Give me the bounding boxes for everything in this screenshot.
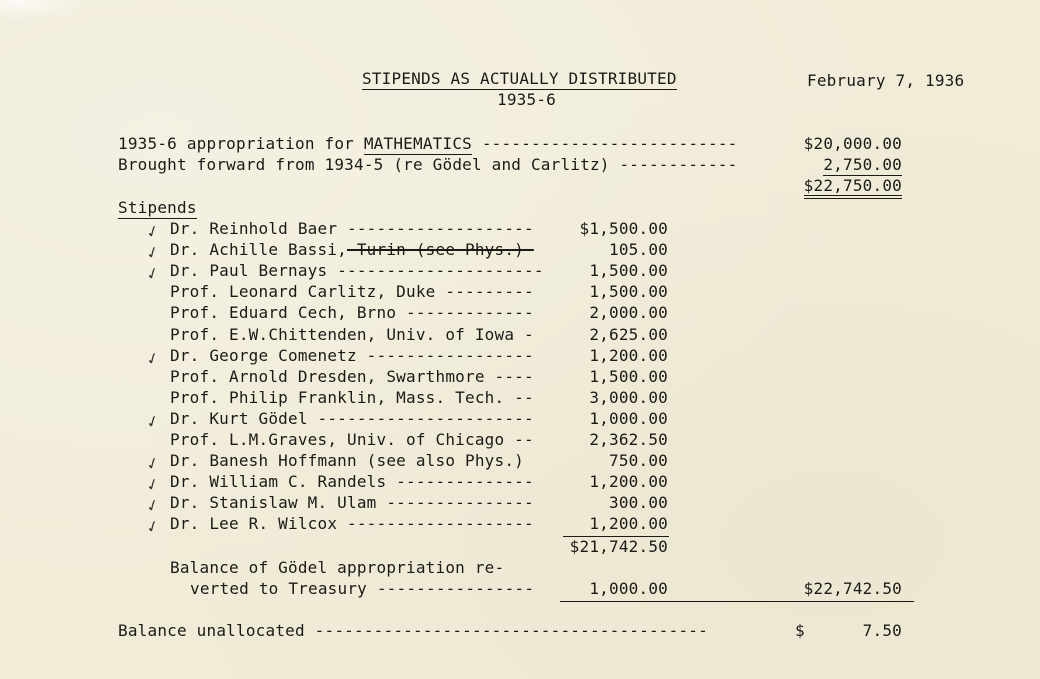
paper-wear xyxy=(0,0,90,22)
stipend-amount: 1,000.00 xyxy=(589,409,668,428)
stipend-recipient xyxy=(170,326,534,344)
check-mark-icon: ✓ xyxy=(143,262,163,285)
stipend-amount: 105.00 xyxy=(609,240,668,259)
stipend-recipient xyxy=(170,494,534,512)
appropriation-amount: $20,000.00 xyxy=(803,134,902,153)
appropriation-subject: MATHEMATICS xyxy=(363,134,472,153)
brought-forward-line: Brought forward from 1934-5 (re Gödel and Carlitz) ------------ xyxy=(118,155,738,174)
stipend-amount: 3,000.00 xyxy=(589,388,668,407)
stipend-amount: 2,000.00 xyxy=(589,303,668,322)
stipend-recipient xyxy=(170,389,534,407)
stipend-amount: $1,500.00 xyxy=(579,219,668,238)
recipient-name: Prof. Arnold Dresden, Swarthmore ---- xyxy=(170,367,534,386)
stipend-amount: 300.00 xyxy=(609,493,668,512)
check-mark-icon: ✓ xyxy=(143,452,163,475)
unallocated-amount: 7.50 xyxy=(862,621,902,640)
grand-total: $22,742.50 xyxy=(803,579,902,598)
check-mark-icon: ✓ xyxy=(143,515,163,538)
recipient-name: Dr. Banesh Hoffmann (see also Phys.) xyxy=(170,451,524,470)
unallocated-line: Balance unallocated ---------------------------------------- xyxy=(118,621,708,640)
stipend-recipient xyxy=(170,262,544,280)
check-mark-icon: ✓ xyxy=(143,410,163,433)
recipient-name: Dr. William C. Randels -------------- xyxy=(170,472,534,491)
check-mark-icon: ✓ xyxy=(143,241,163,264)
stipend-recipient xyxy=(170,515,534,533)
check-mark-icon: ✓ xyxy=(143,473,163,496)
document-year: 1935-6 xyxy=(497,90,556,109)
recipient-name: Prof. Eduard Cech, Brno ------------- xyxy=(170,303,534,322)
stipend-amount: 2,625.00 xyxy=(589,325,668,344)
stipend-amount: 1,500.00 xyxy=(589,261,668,280)
recipient-name: Dr. Paul Bernays --------------------- xyxy=(170,261,544,280)
stipend-recipient xyxy=(170,347,534,365)
stipend-amount: 2,362.50 xyxy=(589,430,668,449)
recipient-name: Prof. E.W.Chittenden, Univ. of Iowa - xyxy=(170,325,534,344)
stipend-amount: 750.00 xyxy=(609,451,668,470)
stipend-recipient xyxy=(170,368,534,386)
document-date: February 7, 1936 xyxy=(807,71,965,90)
stipend-amount: 1,200.00 xyxy=(589,346,668,365)
stipend-amount: 1,500.00 xyxy=(589,282,668,301)
stipends-total: $21,742.50 xyxy=(569,537,668,556)
stipend-recipient xyxy=(170,410,534,428)
check-mark-icon: ✓ xyxy=(143,347,163,370)
check-mark-icon: ✓ xyxy=(143,494,163,517)
recipient-name: Dr. Stanislaw M. Ulam --------------- xyxy=(170,493,534,512)
appropriation-line xyxy=(118,135,738,153)
recipient-name: Dr. Achille Bassi, xyxy=(170,240,347,259)
reversion-line-1: Balance of Gödel appropriation re- xyxy=(170,558,505,577)
appropriation-leader: -------------------------- xyxy=(472,134,738,153)
stipend-recipient xyxy=(170,241,534,259)
stipend-recipient xyxy=(170,431,534,449)
check-mark-icon: ✓ xyxy=(143,220,163,243)
stipend-amount: 1,200.00 xyxy=(589,514,668,533)
recipient-name: Dr. Kurt Gödel ---------------------- xyxy=(170,409,534,428)
recipient-name: Dr. George Comenetz ----------------- xyxy=(170,346,534,365)
brought-forward-amount: 2,750.00 xyxy=(823,155,902,174)
stipend-recipient xyxy=(170,304,534,322)
reversion-amount: 1,000.00 xyxy=(589,579,668,598)
stipend-recipient xyxy=(170,473,534,491)
reversion-line-2: verted to Treasury ---------------- xyxy=(190,579,535,598)
stipend-amount: 1,500.00 xyxy=(589,367,668,386)
stipend-amount: 1,200.00 xyxy=(589,472,668,491)
appropriation-total: $22,750.00 xyxy=(804,177,902,199)
document-title: STIPENDS AS ACTUALLY DISTRIBUTED xyxy=(362,69,677,88)
recipient-name: Dr. Reinhold Baer ------------------- xyxy=(170,219,534,238)
unallocated-currency: $ xyxy=(795,621,805,640)
stipend-recipient xyxy=(170,283,534,301)
stipend-recipient xyxy=(170,220,534,238)
grand-total-rule xyxy=(560,601,914,602)
recipient-name: Prof. Leonard Carlitz, Duke --------- xyxy=(170,282,534,301)
struck-text: -Turin-(see-Phys.)- xyxy=(347,240,534,259)
stipends-heading: Stipends xyxy=(118,198,197,217)
recipient-name: Prof. Philip Franklin, Mass. Tech. -- xyxy=(170,388,534,407)
stipend-recipient xyxy=(170,452,524,470)
recipient-name: Prof. L.M.Graves, Univ. of Chicago -- xyxy=(170,430,534,449)
appropriation-prefix: 1935-6 appropriation for xyxy=(118,134,364,153)
recipient-name: Dr. Lee R. Wilcox ------------------- xyxy=(170,514,534,533)
